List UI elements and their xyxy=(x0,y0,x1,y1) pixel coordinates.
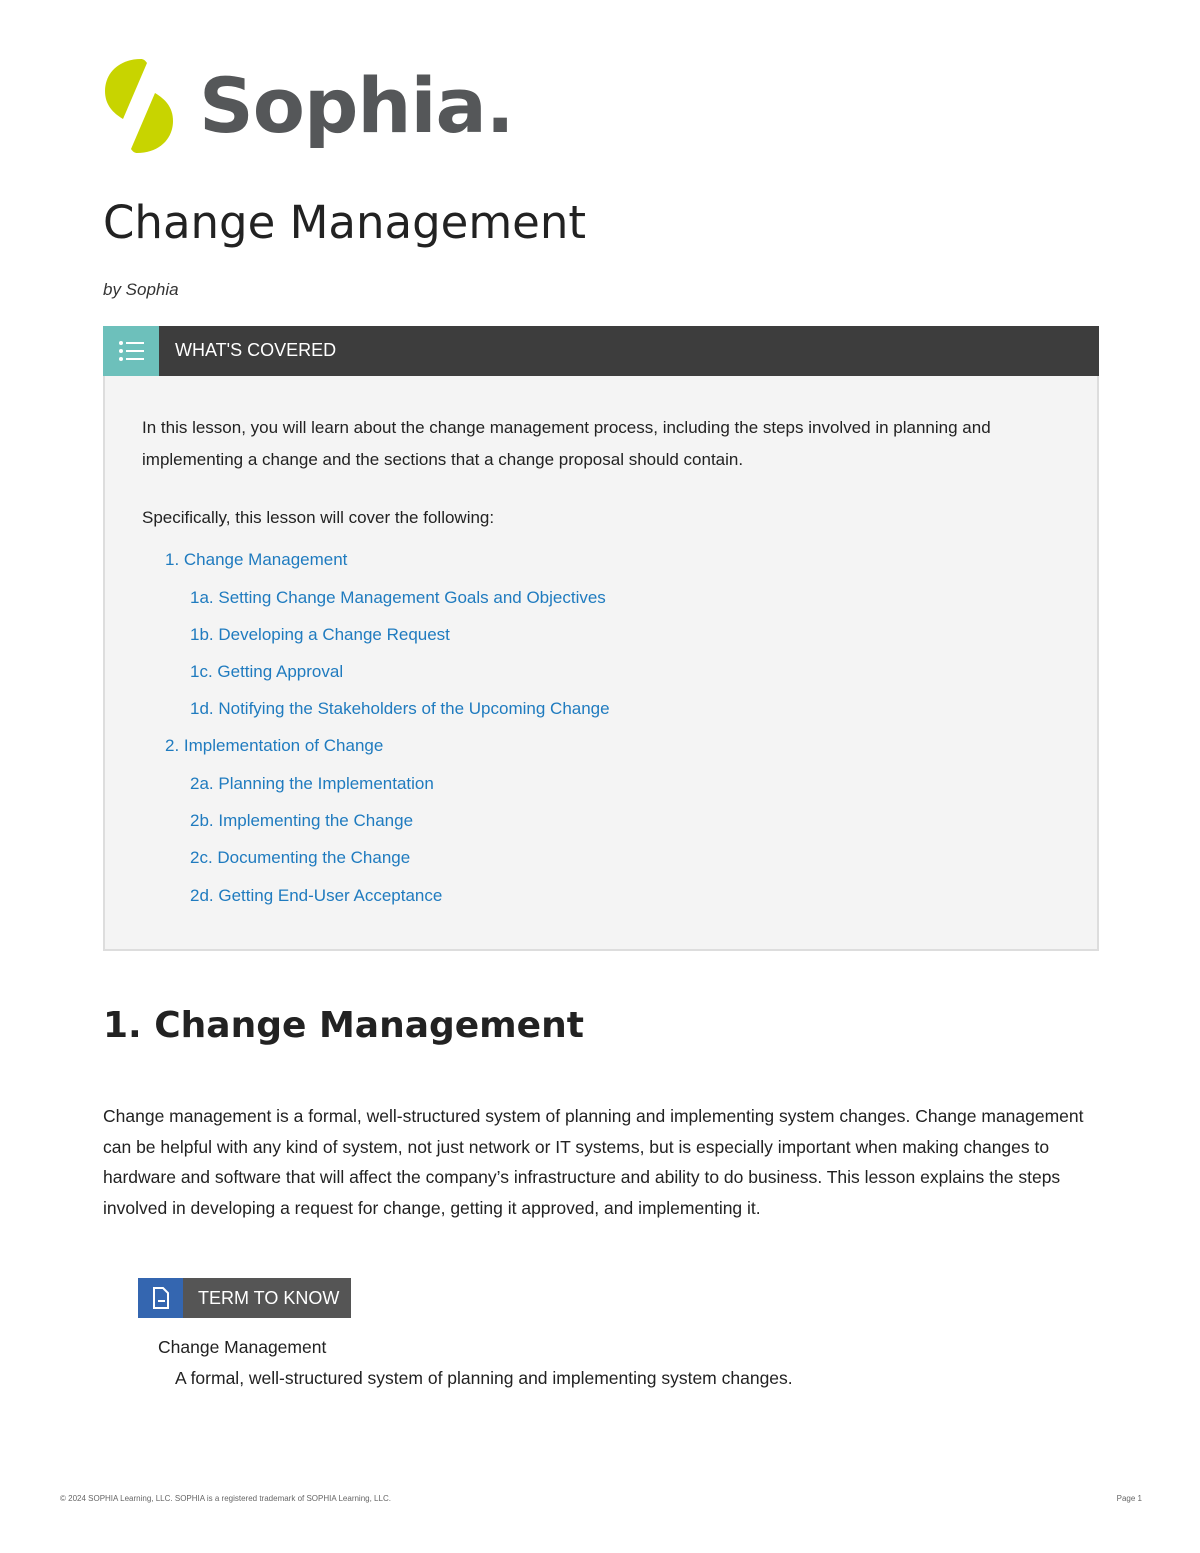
term-to-know-label: TERM TO KNOW xyxy=(183,1278,351,1318)
toc-link-2c[interactable]: 2c. Documenting the Change xyxy=(190,848,411,867)
toc-link-2[interactable]: 2. Implementation of Change xyxy=(165,736,384,755)
toc-link-1a[interactable]: 1a. Setting Change Management Goals and Objectives xyxy=(190,588,606,607)
toc-link-1b[interactable]: 1b. Developing a Change Request xyxy=(190,625,450,644)
toc-link-1d[interactable]: 1d. Notifying the Stakeholders of the Upcoming Change xyxy=(190,699,610,718)
toc-link-1c[interactable]: 1c. Getting Approval xyxy=(190,662,344,681)
footer-page-number: Page 1 xyxy=(1116,1494,1142,1503)
footer-copyright: © 2024 SOPHIA Learning, LLC. SOPHIA is a registered trademark of SOPHIA Learning, LLC. xyxy=(60,1494,391,1503)
whats-covered-title: WHAT'S COVERED xyxy=(175,340,337,360)
byline: by Sophia xyxy=(103,280,179,299)
section-paragraph: Change management is a formal, well-structured system of planning and implementing system changes. Change management can be helpful with any kind of system, not just network or IT systems, but is especially important when making changes to hardware and software that will affect the company’s infrastructure and ability to do business. This lesson explains the steps involved in developing a request for change, getting it approved, and implementing it. xyxy=(103,1106,1084,1218)
page-title: Change Management xyxy=(103,196,587,249)
list-icon xyxy=(103,326,159,376)
whats-covered-panel xyxy=(103,326,1099,951)
term-word: Change Management xyxy=(158,1337,327,1357)
toc-link-2a[interactable]: 2a. Planning the Implementation xyxy=(190,774,434,793)
term-definition: A formal, well-structured system of planning and implementing system changes. xyxy=(175,1368,793,1388)
section-heading: 1. Change Management xyxy=(103,1005,584,1046)
sophia-logo-mark-icon xyxy=(103,55,175,157)
term-to-know-badge xyxy=(138,1278,351,1318)
toc-link-2d[interactable]: 2d. Getting End-User Acceptance xyxy=(190,886,443,905)
toc-link-2b[interactable]: 2b. Implementing the Change xyxy=(190,811,414,830)
whats-covered-header xyxy=(103,326,1099,376)
covered-intro: In this lesson, you will learn about the change management process, including the steps involved in planning and implementing a change and the sections that a change proposal should contain. xyxy=(142,418,991,469)
document-icon xyxy=(138,1278,183,1318)
sophia-logo xyxy=(103,55,514,157)
sophia-logo-text: Sophia. xyxy=(199,61,514,150)
toc-link-1[interactable]: 1. Change Management xyxy=(165,550,348,569)
covered-specifically: Specifically, this lesson will cover the following: xyxy=(142,508,495,527)
whats-covered-body xyxy=(103,376,1099,951)
